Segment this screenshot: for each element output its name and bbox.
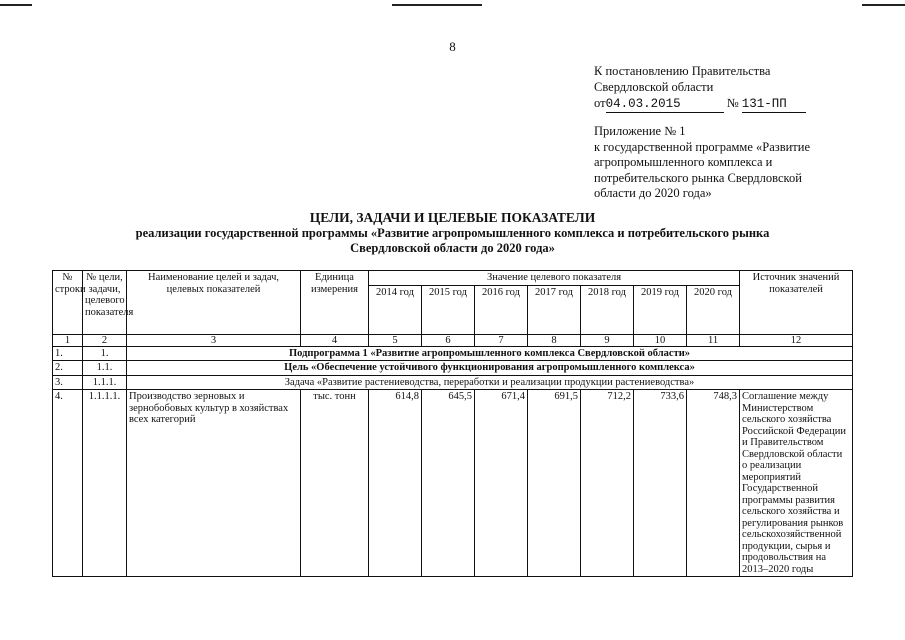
top-border-center bbox=[392, 4, 482, 6]
row-number: 2. bbox=[53, 361, 83, 376]
table-row-task bbox=[53, 375, 853, 390]
table-row-subprogram bbox=[53, 346, 853, 361]
decree-date-prefix: от bbox=[594, 96, 606, 110]
header-year: 2016 год bbox=[475, 285, 528, 334]
column-number: 4 bbox=[301, 334, 369, 346]
column-number: 11 bbox=[687, 334, 740, 346]
page-number: 8 bbox=[449, 39, 456, 54]
header-year: 2018 год bbox=[581, 285, 634, 334]
goal-title: Цель «Обеспечение устойчивого функционирования агропромышленного комплекса» bbox=[127, 361, 853, 376]
appendix-line-3: агропромышленного комплекса и bbox=[594, 155, 773, 169]
decree-line-1: К постановлению Правительства bbox=[594, 64, 771, 78]
decree-block bbox=[594, 63, 806, 113]
decree-date: 04.03.2015 bbox=[606, 96, 724, 113]
indicator-value: 671,4 bbox=[475, 390, 528, 577]
top-border-left bbox=[0, 4, 32, 6]
decree-number: 131-ПП bbox=[742, 96, 806, 113]
header-unit: Единица измерения bbox=[301, 271, 369, 335]
appendix-line-2: к государственной программе «Развитие bbox=[594, 139, 810, 154]
indicators-table bbox=[52, 270, 853, 577]
header-year: 2015 год bbox=[422, 285, 475, 334]
row-number: 4. bbox=[53, 390, 83, 577]
header-value-group: Значение целевого показателя bbox=[369, 271, 740, 286]
header-row-1 bbox=[53, 271, 853, 286]
indicator-value: 691,5 bbox=[528, 390, 581, 577]
table-row-goal bbox=[53, 361, 853, 376]
document-title bbox=[0, 210, 905, 256]
decree-number-prefix: № bbox=[726, 96, 739, 110]
indicator-value: 645,5 bbox=[422, 390, 475, 577]
column-number: 9 bbox=[581, 334, 634, 346]
indicator-unit: тыс. тонн bbox=[301, 390, 369, 577]
subprogram-title: Подпрограмма 1 «Развитие агропромышленного комплекса Свердловской области» bbox=[127, 346, 853, 361]
column-number: 2 bbox=[83, 334, 127, 346]
indicator-value: 712,2 bbox=[581, 390, 634, 577]
header-year: 2020 год bbox=[687, 285, 740, 334]
header-year: 2014 год bbox=[369, 285, 422, 334]
top-border-right bbox=[862, 4, 905, 6]
indicator-name: Производство зерновых и зернобобовых культур в хозяйствах всех категорий bbox=[127, 390, 301, 577]
column-number: 7 bbox=[475, 334, 528, 346]
column-number: 6 bbox=[422, 334, 475, 346]
header-goal-no: № цели, задачи, целевого показателя bbox=[83, 271, 127, 335]
header-year: 2019 год bbox=[634, 285, 687, 334]
indicator-value: 614,8 bbox=[369, 390, 422, 577]
column-number-row bbox=[53, 334, 853, 346]
row-number: 3. bbox=[53, 375, 83, 390]
appendix-line-1: Приложение № 1 bbox=[594, 124, 686, 138]
appendix-line-5: области до 2020 года» bbox=[594, 186, 712, 200]
column-number: 3 bbox=[127, 334, 301, 346]
column-number: 5 bbox=[369, 334, 422, 346]
table-row-indicator bbox=[53, 390, 853, 577]
decree-date-line bbox=[594, 95, 806, 113]
title-sub-1: реализации государственной программы «Развитие агропромышленного комплекса и потребительского рынка bbox=[135, 226, 770, 240]
row-code: 1. bbox=[83, 346, 127, 361]
header-name: Наименование целей и задач, целевых показателей bbox=[127, 271, 301, 335]
column-number: 8 bbox=[528, 334, 581, 346]
title-main: ЦЕЛИ, ЗАДАЧИ И ЦЕЛЕВЫЕ ПОКАЗАТЕЛИ bbox=[309, 210, 596, 225]
appendix-block bbox=[594, 124, 834, 202]
column-number: 12 bbox=[740, 334, 853, 346]
header-year: 2017 год bbox=[528, 285, 581, 334]
appendix-line-4: потребительского рынка Свердловской bbox=[594, 170, 802, 185]
row-code: 1.1.1.1. bbox=[83, 390, 127, 577]
row-code: 1.1.1. bbox=[83, 375, 127, 390]
column-number: 1 bbox=[53, 334, 83, 346]
task-title: Задача «Развитие растениеводства, переработки и реализации продукции растениеводства» bbox=[127, 375, 853, 390]
column-number: 10 bbox=[634, 334, 687, 346]
row-code: 1.1. bbox=[83, 361, 127, 376]
indicator-source: Соглашение между Министерством сельского хозяйства Российской Федерации и Правительством Свердловской области о реализации мероприятий Государственной программы развития сельского хозяйства и регулирования рынков сельскохозяйственной продукции, сырья и продовольствия на 2013–2020 годы bbox=[740, 390, 853, 577]
header-row-no: № строки bbox=[53, 271, 83, 335]
title-sub-2: Свердловской области до 2020 года» bbox=[350, 241, 555, 255]
row-number: 1. bbox=[53, 346, 83, 361]
indicator-value: 733,6 bbox=[634, 390, 687, 577]
header-source: Источник значений показателей bbox=[740, 271, 853, 335]
decree-line-2: Свердловской области bbox=[594, 80, 714, 94]
indicator-value: 748,3 bbox=[687, 390, 740, 577]
